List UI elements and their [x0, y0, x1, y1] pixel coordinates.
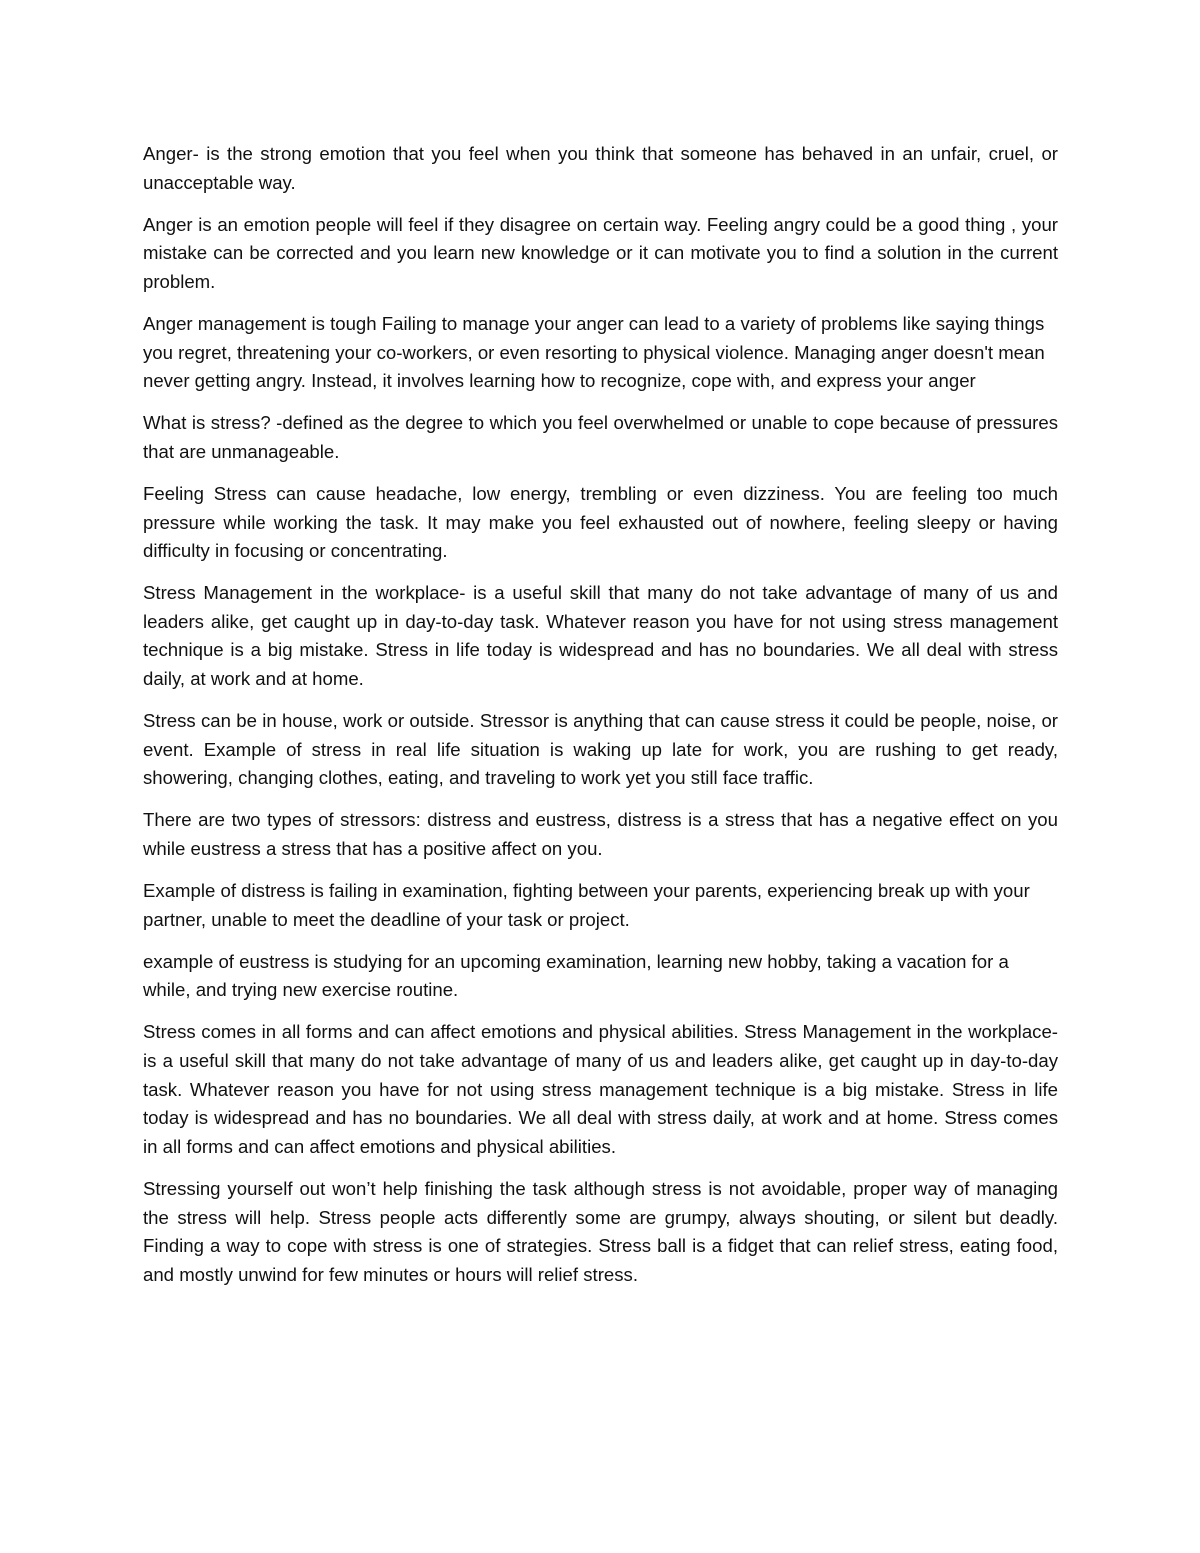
paragraph-stress-management-workplace: Stress Management in the workplace- is a useful skill that many do not take advantage of many of us and leaders alike, get caught up in day-to-day task. Whatever reason you have for not using stress management technique is a big mistake. Stress in life today is widespread and has no boundaries. We all deal with stress daily, at work and at home.	[143, 582, 1058, 689]
paragraph-stress-forms: Stress comes in all forms and can affect emotions and physical abilities. Stress Management in the workplace- is a useful skill that many do not take advantage of many of us and leaders alike, get caught up in day-to-day task. Whatever reason you have for not using stress management technique is a big mistake. Stress in life today is widespread and has no boundaries. We all deal with stress daily, at work and at home. Stress comes in all forms and can affect emotions and physical abilities.	[143, 1021, 1058, 1157]
paragraph-stress-symptoms: Feeling Stress can cause headache, low energy, trembling or even dizziness. You are feeling too much pressure while working the task. It may make you feel exhausted out of nowhere, feeling sleepy or having difficulty in focusing or concentrating.	[143, 482, 1058, 562]
paragraph-distress-example: Example of distress is failing in examination, fighting between your parents, experiencing break up with your partner, unable to meet the deadline of your task or project.	[143, 880, 1030, 930]
paragraph-anger-definition: Anger- is the strong emotion that you feel when you think that someone has behaved in an unfair, cruel, or unacceptable way.	[143, 143, 1058, 193]
paragraph-stress-definition: What is stress? -defined as the degree to which you feel overwhelmed or unable to cope because of pressures that are unmanageable.	[143, 412, 1058, 462]
paragraph-stressor-types: There are two types of stressors: distress and eustress, distress is a stress that has a negative effect on you while eustress a stress that has a positive affect on you.	[143, 809, 1058, 859]
paragraph-stressors: Stress can be in house, work or outside. Stressor is anything that can cause stress it could be people, noise, or event. Example of stress in real life situation is waking up late for work, you are rushing to get ready, showering, changing clothes, eating, and traveling to work yet you still face traffic.	[143, 710, 1058, 789]
document-body	[143, 140, 1058, 1303]
paragraph-anger-management: Anger management is tough Failing to manage your anger can lead to a variety of problems like saying things you regret, threatening your co-workers, or even resorting to physical violence. Managing anger doesn't mean never getting angry. Instead, it involves learning how to recognize, cope with, and express your anger	[143, 312, 1045, 392]
paragraph-eustress-example: example of eustress is studying for an upcoming examination, learning new hobby, taking a vacation for a while, and trying new exercise routine.	[143, 950, 1009, 1001]
paragraph-coping-stress: Stressing yourself out won’t help finishing the task although stress is not avoidable, proper way of managing the stress will help. Stress people acts differently some are grumpy, always shouting, or silent but deadly. Finding a way to cope with stress is one of strategies. Stress ball is a fidget that can relief stress, eating food, and mostly unwind for few minutes or hours will relief stress.	[143, 1177, 1058, 1285]
paragraph-anger-emotion: Anger is an emotion people will feel if they disagree on certain way. Feeling angry could be a good thing , your mistake can be corrected and you learn new knowledge or it can motivate you to find a solution in the current problem.	[143, 213, 1058, 292]
